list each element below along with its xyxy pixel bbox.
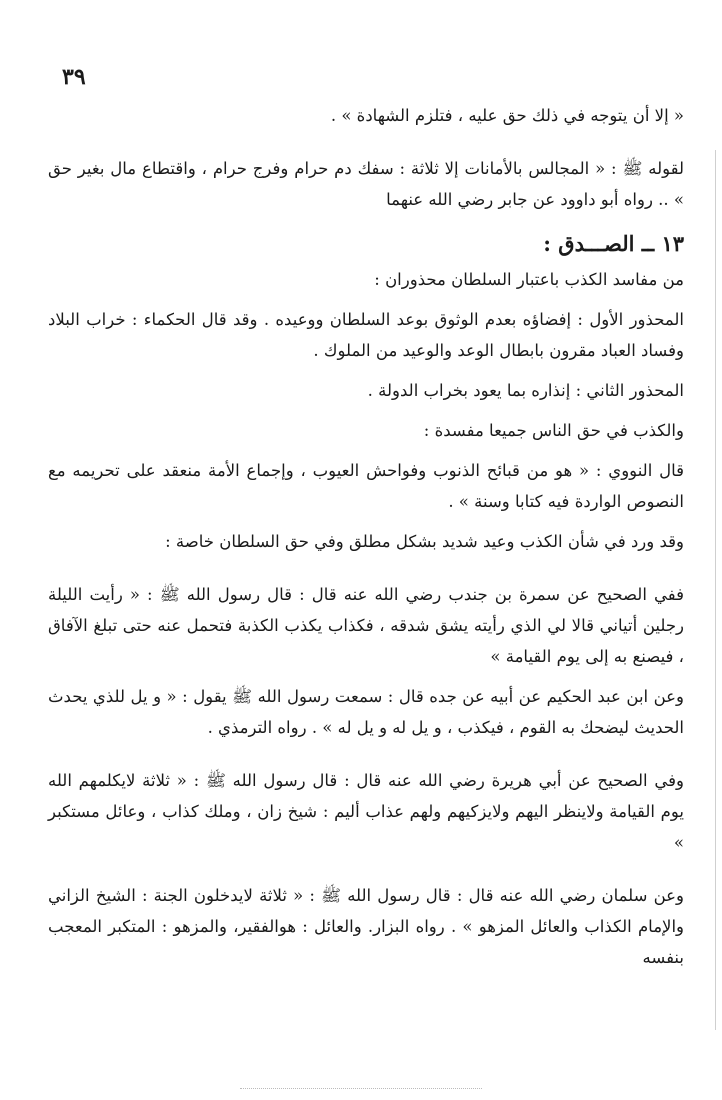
paragraph: المحذور الأول : إفضاؤه بعدم الوثوق بوعد السلطان ووعيده . وقد قال الحكماء : خراب البلاد وفساد العباد مقرون بابطال الوعد والوعيد من الملوك .: [48, 310, 684, 360]
paragraph: من مفاسد الكذب باعتبار السلطان محذوران :: [374, 270, 684, 289]
paragraph: وفي الصحيح عن أبي هريرة رضي الله عنه قال : قال رسول الله ﷺ : « ثلاثة لايكلمهم الله يوم القيامة ولاينظر اليهم ولايزكيهم ولهم عذاب أليم : شيخ زان ، وملك كذاب ، وعائل مستكبر »: [48, 771, 684, 852]
paragraph: وعن ابن عبد الحكيم عن أبيه عن جده قال : سمعت رسول الله ﷺ يقول : « و يل للذي يحدث الحديث ليضحك به القوم ، فيكذب ، و يل له و يل له » . رواه الترمذي .: [48, 687, 684, 737]
paragraph: والكذب في حق الناس جميعا مفسدة :: [423, 421, 684, 440]
paragraph: لقوله ﷺ : « المجالس بالأمانات إلا ثلاثة : سفك دم حرام وفرج حرام ، واقتطاع مال بغير حق » .. رواه أبو داوود عن جابر رضي الله عنهما: [48, 159, 684, 209]
paragraph: قال النووي : « هو من قبائح الذنوب وفواحش العيوب ، وإجماع الأمة منعقد على تحريمه مع النصوص الواردة فيه كتابا وسنة » .: [48, 461, 684, 511]
paragraph: « إلا أن يتوجه في ذلك حق عليه ، فتلزم الشهادة » .: [330, 106, 684, 125]
page-body: [48, 100, 684, 982]
paragraph: وقد ورد في شأن الكذب وعيد شديد بشكل مطلق وفي حق السلطان خاصة :: [165, 532, 684, 551]
page-number: ٣٩: [62, 64, 86, 90]
section-heading: ١٣ ــ الصـــدق :: [543, 231, 684, 256]
paragraph: المحذور الثاني : إنذاره بما يعود بخراب الدولة .: [367, 381, 684, 400]
paragraph: وعن سلمان رضي الله عنه قال : قال رسول الله ﷺ : « ثلاثة لايدخلون الجنة : الشيخ الزاني والإمام الكذاب والعائل المزهو » . رواه البزار. والعائل : هوالفقير، والمزهو : المتكبر المعجب بنفسه: [48, 886, 684, 967]
bottom-dotted-line: [240, 1088, 482, 1089]
page-edge-line: [715, 150, 716, 1030]
paragraph: ففي الصحيح عن سمرة بن جندب رضي الله عنه قال : قال رسول الله ﷺ : « رأيت الليلة رجلين أتياني قالا لي الذي رأيته يشق شدقه ، فكذاب يكذب الكذبة فتحمل عنه حتى تبلغ الآفاق ، فيصنع به إلى يوم القيامة »: [48, 585, 684, 666]
